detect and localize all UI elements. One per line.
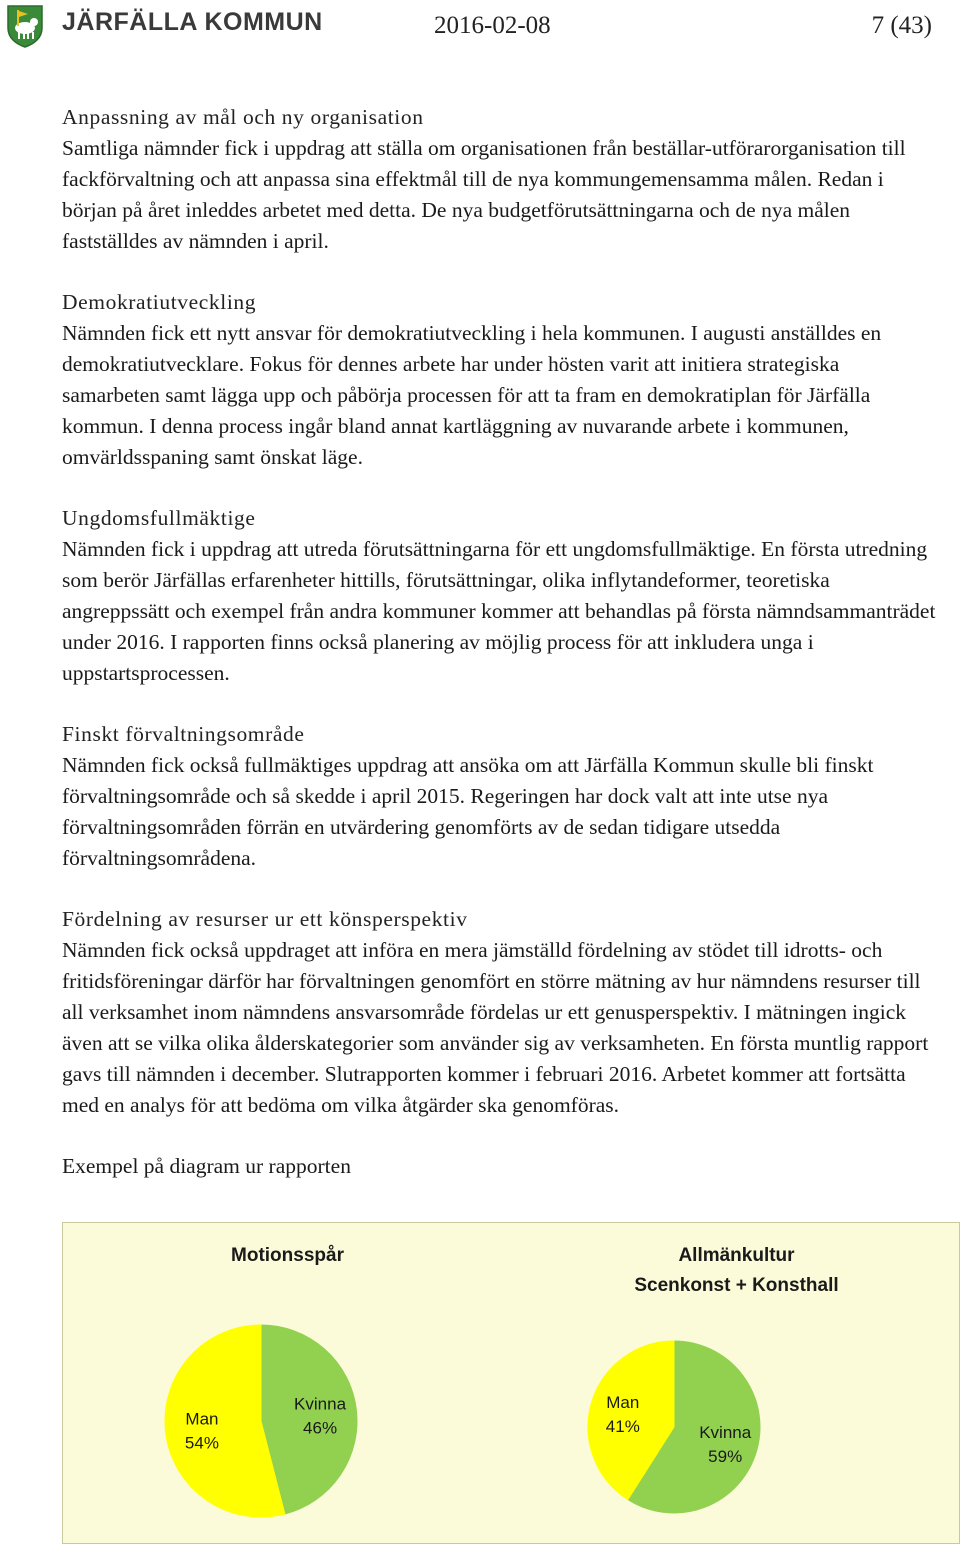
pie-chart-allmankultur <box>512 1223 960 1543</box>
page-header <box>0 0 960 60</box>
pie-label-category: Man <box>606 1393 640 1413</box>
document-date: 2016-02-08 <box>434 12 551 39</box>
pie-plot <box>512 1223 960 1543</box>
section-heading: Finskt förvaltningsområde <box>62 722 305 746</box>
charts-caption: Exempel på diagram ur rapporten <box>62 1154 351 1178</box>
section-heading: Ungdomsfullmäktige <box>62 506 256 530</box>
charts-panel <box>62 1222 960 1544</box>
pie-label-value: 59% <box>708 1446 743 1466</box>
chart-title-line-1: Allmänkultur <box>678 1245 795 1266</box>
pie-chart-motionsspar <box>63 1223 512 1543</box>
pie-label-value: 46% <box>303 1418 338 1438</box>
pie-label-category: Kvinna <box>699 1422 752 1442</box>
pie-label-category: Kvinna <box>294 1394 347 1414</box>
section-paragraph: Samtliga nämnder fick i uppdrag att ställa om organisationen från beställar-utförarorganisation till fackförvaltning och att anpassa sina effektmål till de nya kommungemensamma målen. Redan i början på året inleddes arbetet med detta. De nya budgetförutsättningarna och de nya målen fastställdes av nämnden i april. <box>62 136 906 253</box>
section-finskt-forvaltningsomrade <box>62 719 938 874</box>
section-paragraph: Nämnden fick också fullmäktiges uppdrag att ansöka om att Järfälla Kommun skulle bli finskt förvaltningsområde och så skedde i april 2015. Regeringen har dock valt att inte utse nya förvaltningsområden förrän en utvärdering genomförts av de sedan tidigare utsedda förvaltningsområdena. <box>62 753 874 870</box>
section-paragraph: Nämnden fick i uppdrag att utreda förutsättningarna för ett ungdomsfullmäktige. En första utredning som berör Järfällas erfarenheter hittills, förutsättningar, olika inflytandeformer, teoretiska angreppssätt och exempel från andra kommuner kommer att behandlas på första nämndsammanträdet under 2016. I rapporten finns också planering av möjlig process för att inkludera unga i uppstartsprocessen. <box>62 537 936 685</box>
page-number: 7 (43) <box>871 12 932 39</box>
shield-lamb-icon <box>6 4 44 48</box>
pie-label-value: 54% <box>184 1433 219 1453</box>
section-heading: Anpassning av mål och ny organisation <box>62 105 424 129</box>
section-heading: Fördelning av resurser ur ett könsperspektiv <box>62 907 468 931</box>
chart-title-line: Motionsspår <box>231 1245 344 1266</box>
section-fordelning-av-resurser <box>62 904 938 1121</box>
section-paragraph: Nämnden fick också uppdraget att införa en mera jämställd fördelning av stödet till idrotts- och fritidsföreningar därför har förvaltningen genomfört en större mätning av hur nämndens resurser till all verksamhet inom nämndens ansvarsområde fördelas ur ett genusperspektiv. I mätningen ingick även att se vilka olika ålderskategorier som använder sig av verksamheten. En första muntlig rapport gavs till nämnden i december. Slutrapporten kommer i februari 2016. Arbetet kommer att fortsätta med en analys för att bedöma om vilka åtgärder ska genomföras. <box>62 938 929 1117</box>
chart-title-line-2: Scenkonst + Konsthall <box>634 1275 839 1296</box>
pie-plot <box>63 1223 512 1543</box>
section-anpassning <box>62 102 938 257</box>
section-heading: Demokratiutveckling <box>62 290 257 314</box>
section-paragraph: Nämnden fick ett nytt ansvar för demokratiutveckling i hela kommunen. I augusti anställdes en demokratiutvecklare. Fokus för dennes arbete har under hösten varit att initiera strategiska samarbeten samt lägga upp och påbörja processen för att ta fram en demokratiplan för Järfälla kommun. I denna process ingår bland annat kartläggning av nuvarande arbete i kommunen, omvärldsspaning samt önskat läge. <box>62 321 882 469</box>
document-body <box>62 102 938 1182</box>
pie-label-value: 41% <box>605 1417 640 1437</box>
pie-label-category: Man <box>185 1409 219 1429</box>
section-ungdomsfullmaktige <box>62 503 938 689</box>
logo-text: JÄRFÄLLA KOMMUN <box>62 8 323 36</box>
section-demokratiutveckling <box>62 287 938 473</box>
